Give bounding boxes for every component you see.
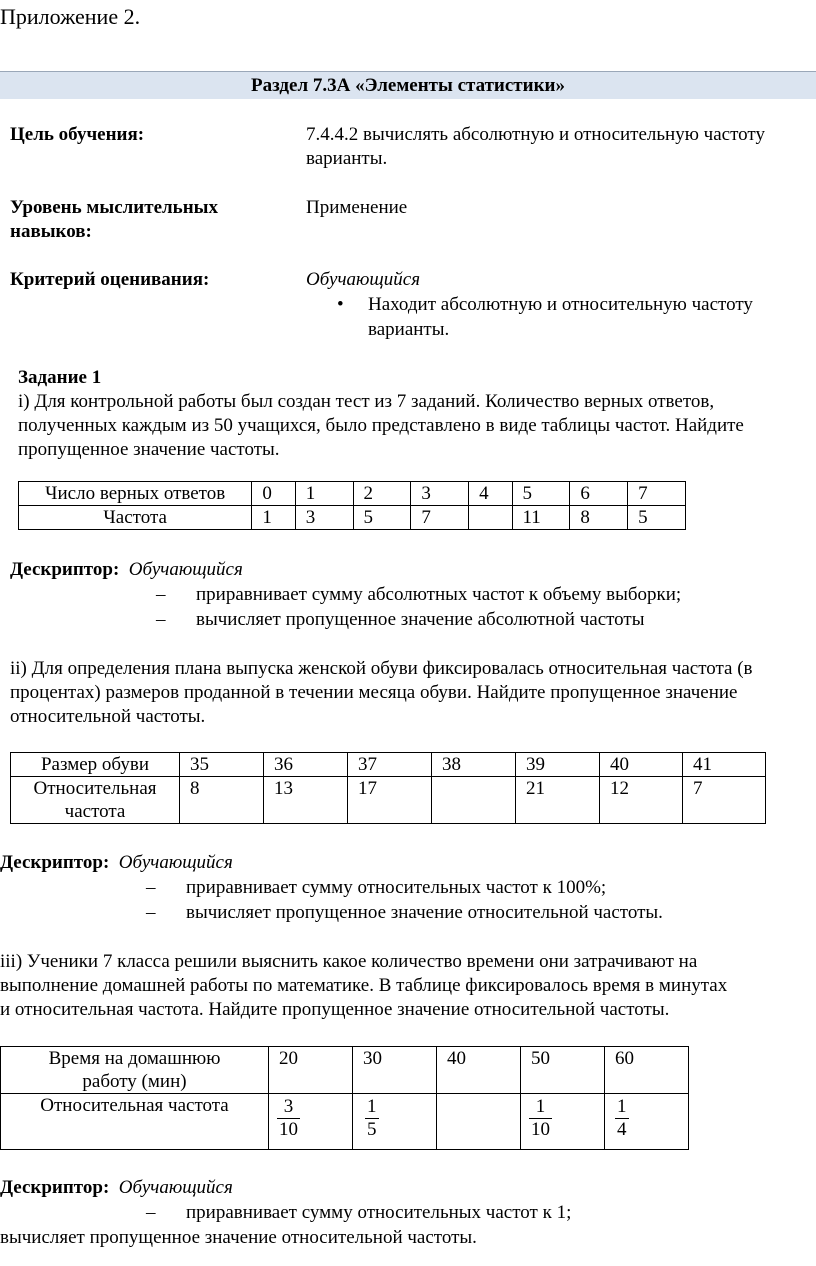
- bullet-icon: •: [337, 294, 344, 315]
- descriptor-label: Дескриптор:: [10, 559, 120, 580]
- table-cell: 35: [180, 753, 264, 777]
- table-header-cell: Относительная частота: [1, 1094, 269, 1150]
- table-row: [19, 506, 686, 530]
- table-cell: 39: [516, 753, 600, 777]
- descriptor-item: [146, 901, 663, 925]
- descriptor-label: Дескриптор:: [0, 1177, 110, 1198]
- table-cell: 1: [252, 506, 295, 530]
- level-label-line1: Уровень мыслительных: [10, 197, 218, 218]
- table-shoe-sizes: [10, 752, 766, 824]
- fraction: [277, 1096, 300, 1141]
- table-row: [1, 1047, 689, 1094]
- table-header-cell: Размер обуви: [11, 753, 180, 777]
- table-header-cell: Число верных ответов: [19, 482, 252, 506]
- fraction: [615, 1096, 629, 1141]
- descriptor-label: Дескриптор:: [0, 852, 110, 873]
- descriptor-item-text: вычисляет пропущенное значение абсолютной частоты: [196, 609, 645, 630]
- table-cell: 7: [628, 482, 686, 506]
- criterion-who: Обучающийся: [306, 269, 421, 290]
- criterion-bullet-line1: Находит абсолютную и относительную частоту: [368, 294, 753, 315]
- descriptor-who: Обучающийся: [118, 1177, 233, 1198]
- criterion-label: Критерий оценивания:: [10, 269, 210, 290]
- dash-icon: –: [146, 877, 156, 898]
- table-cell: 3: [411, 482, 469, 506]
- table-cell: 50: [521, 1047, 605, 1094]
- task1-part1-line1: i) Для контрольной работы был создан тест из 7 заданий. Количество верных ответов,: [18, 391, 715, 412]
- table-cell: 6: [570, 482, 628, 506]
- table-header-line: частота: [64, 801, 126, 822]
- table-cell: [605, 1094, 689, 1150]
- appendix-title: Приложение 2.: [0, 4, 141, 29]
- fraction-numerator: 3: [283, 1096, 294, 1117]
- table-cell: 30: [353, 1047, 437, 1094]
- table-cell: 13: [264, 777, 348, 824]
- level-label-line2: навыков:: [10, 221, 92, 242]
- task1-part2-line1: ii) Для определения плана выпуска женской обуви фиксировалась относительная частота (в: [10, 658, 753, 679]
- table-cell: 0: [252, 482, 295, 506]
- table-row: [19, 482, 686, 506]
- descriptor-item: [146, 1201, 572, 1225]
- table-cell-empty: [437, 1094, 521, 1150]
- task1-part1-line3: пропущенное значение частоты.: [18, 439, 280, 460]
- descriptor-3: [0, 1176, 233, 1200]
- dash-icon: –: [156, 584, 166, 605]
- table-cell-empty: [469, 506, 512, 530]
- fraction-denominator: 10: [279, 1119, 298, 1140]
- task1-part3-line2: выполнение домашней работы по математике. В таблице фиксировалось время в минутах: [0, 975, 728, 996]
- task1-part3-line1: iii) Ученики 7 класса решили выяснить какое количество времени они затрачивают на: [0, 951, 698, 972]
- fraction-denominator: 10: [531, 1119, 550, 1140]
- table-cell: 60: [605, 1047, 689, 1094]
- fraction-numerator: 1: [535, 1096, 546, 1117]
- table-cell: 40: [437, 1047, 521, 1094]
- section-title: Раздел 7.3А «Элементы статистики»: [0, 71, 816, 99]
- descriptor-item-text: вычисляет пропущенное значение относительной частоты.: [0, 1227, 477, 1248]
- dash-icon: –: [156, 609, 166, 630]
- dash-icon: –: [146, 902, 156, 923]
- table-homework-time: [0, 1046, 689, 1150]
- table-row: [11, 753, 766, 777]
- fraction: [365, 1096, 379, 1141]
- table-header-cell: [11, 777, 180, 824]
- table-header-line: Время на домашнюю: [48, 1048, 221, 1069]
- table-row: [11, 777, 766, 824]
- table-cell: 40: [600, 753, 683, 777]
- table-cell: 12: [600, 777, 683, 824]
- table-header-cell: Частота: [19, 506, 252, 530]
- descriptor-item-text: приравнивает сумму относительных частот к 1;: [186, 1202, 572, 1223]
- fraction: [529, 1096, 552, 1141]
- table-cell: [353, 1094, 437, 1150]
- task1-part1-line2: полученных каждым из 50 учащихся, было представлено в виде таблицы частот. Найдите: [18, 415, 744, 436]
- table-cell-empty: [432, 777, 516, 824]
- table-row: [1, 1094, 689, 1150]
- table-cell: 17: [348, 777, 432, 824]
- table-cell: 36: [264, 753, 348, 777]
- fraction-denominator: 4: [617, 1119, 627, 1140]
- level-value: Применение: [306, 197, 408, 218]
- table-header-line: Относительная: [33, 778, 157, 799]
- descriptor-item-text: вычисляет пропущенное значение относительной частоты.: [186, 902, 663, 923]
- task1-part2-line2: процентах) размеров проданной в течении месяца обуви. Найдите пропущенное значение: [10, 682, 738, 703]
- table-cell: 2: [353, 482, 411, 506]
- descriptor-1: [10, 558, 243, 582]
- table-cell: 5: [628, 506, 686, 530]
- descriptor-item: [156, 583, 682, 607]
- fraction-numerator: 1: [367, 1096, 377, 1117]
- descriptor-who: Обучающийся: [128, 559, 243, 580]
- table-cell: 7: [411, 506, 469, 530]
- goal-text-line1: 7.4.4.2 вычислять абсолютную и относительную частоту: [306, 124, 765, 145]
- table-cell: 7: [683, 777, 766, 824]
- table-cell: 11: [512, 506, 570, 530]
- goal-label: Цель обучения:: [10, 124, 145, 145]
- descriptor-item-text: приравнивает сумму абсолютных частот к объему выборки;: [196, 584, 682, 605]
- goal-text-line2: варианты.: [306, 148, 388, 169]
- table-cell: 37: [348, 753, 432, 777]
- descriptor-item: [146, 876, 607, 900]
- table-cell: 20: [269, 1047, 353, 1094]
- table-cell: 3: [295, 506, 353, 530]
- table-header-cell: [1, 1047, 269, 1094]
- table-cell: 8: [180, 777, 264, 824]
- descriptor-item: [156, 608, 645, 632]
- table-cell: 5: [353, 506, 411, 530]
- descriptor-item-text: приравнивает сумму относительных частот к 100%;: [186, 877, 607, 898]
- fraction-denominator: 5: [367, 1119, 377, 1140]
- descriptor-who: Обучающийся: [118, 852, 233, 873]
- table-cell: 21: [516, 777, 600, 824]
- task-title: Задание 1: [18, 367, 102, 388]
- table-cell: 8: [570, 506, 628, 530]
- table-header-line: работу (мин): [82, 1071, 187, 1092]
- table-cell: 5: [512, 482, 570, 506]
- table-cell: 1: [295, 482, 353, 506]
- fraction-numerator: 1: [617, 1096, 627, 1117]
- task1-part3-line3: и относительная частота. Найдите пропущенное значение относительной частоты.: [0, 999, 670, 1020]
- task1-part2-line3: относительной частоты.: [10, 706, 206, 727]
- table-cell: 4: [469, 482, 512, 506]
- descriptor-2: [0, 851, 233, 875]
- table-correct-answers: [18, 481, 686, 530]
- table-cell: [269, 1094, 353, 1150]
- table-cell: [521, 1094, 605, 1150]
- dash-icon: –: [146, 1202, 156, 1223]
- table-cell: 38: [432, 753, 516, 777]
- table-cell: 41: [683, 753, 766, 777]
- criterion-bullet-line2: варианты.: [368, 319, 450, 340]
